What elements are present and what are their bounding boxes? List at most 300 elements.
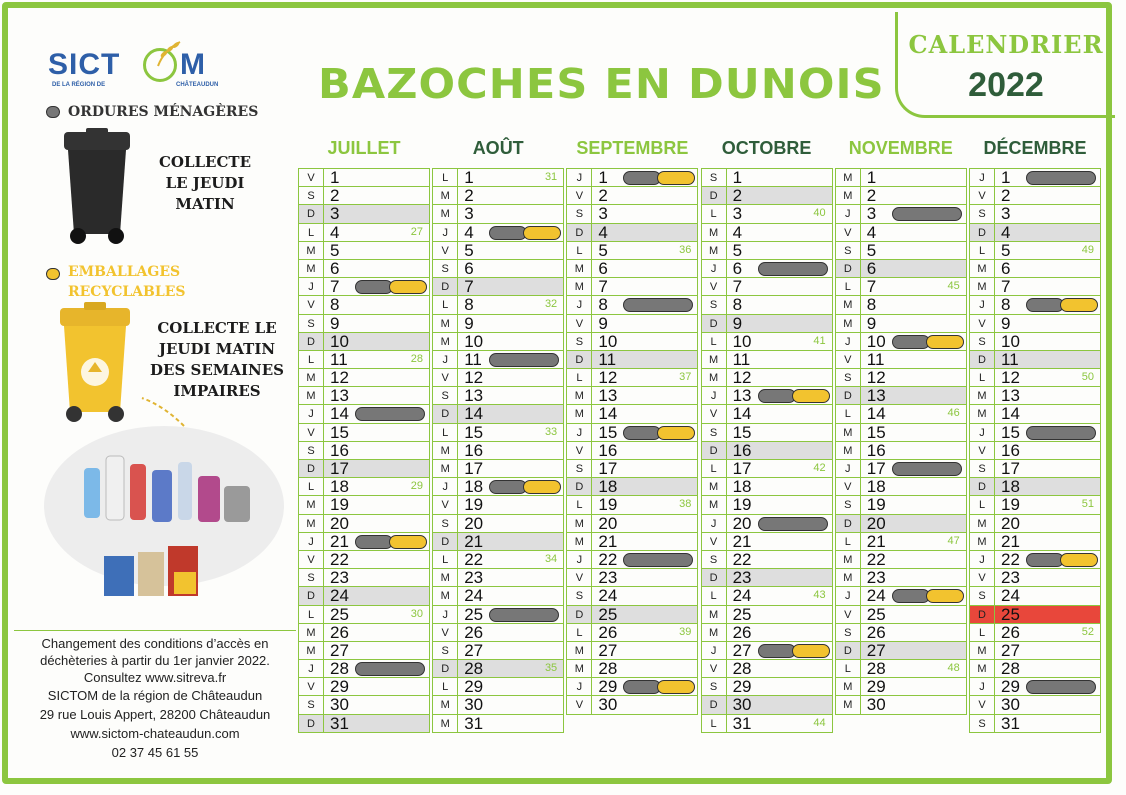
ordures-collection-marker xyxy=(1026,298,1064,312)
weekday-letter: S xyxy=(567,587,592,604)
day-row xyxy=(567,278,697,296)
month-column xyxy=(298,168,430,733)
day-row xyxy=(567,405,697,423)
day-number: 27 xyxy=(598,640,618,660)
day-row xyxy=(433,315,563,333)
weekday-letter: D xyxy=(299,205,324,222)
weekday-letter: V xyxy=(702,278,727,295)
weekday-letter: V xyxy=(970,696,995,713)
notice-link[interactable]: Consultez www.sitreva.fr xyxy=(83,670,227,685)
weekday-letter: L xyxy=(433,296,458,313)
weekday-letter: M xyxy=(433,569,458,586)
day-number: 8 xyxy=(598,295,608,315)
emballages-collect-line: IMPAIRES xyxy=(173,382,261,400)
day-row xyxy=(970,205,1100,223)
day-row xyxy=(433,405,563,423)
black-bin-icon xyxy=(58,128,136,246)
week-number: 40 xyxy=(813,207,826,220)
day-number: 14 xyxy=(732,404,752,424)
weekday-letter: L xyxy=(567,624,592,641)
emballages-collection-marker xyxy=(926,335,964,349)
day-number: 9 xyxy=(464,313,474,333)
weekday-letter: M xyxy=(433,187,458,204)
weekday-letter: M xyxy=(836,569,861,586)
wheat-icon xyxy=(152,40,186,68)
day-number: 14 xyxy=(464,404,484,424)
day-row xyxy=(836,351,966,369)
weekday-letter: M xyxy=(970,387,995,404)
weekday-letter: V xyxy=(567,569,592,586)
day-number: 28 xyxy=(598,659,618,679)
day-number: 26 xyxy=(1001,622,1020,642)
day-number: 15 xyxy=(464,422,484,442)
day-row xyxy=(970,278,1100,296)
weekday-letter: S xyxy=(970,587,995,604)
weekday-letter: L xyxy=(433,551,458,568)
day-number: 2 xyxy=(598,186,608,206)
day-number: 4 xyxy=(1001,222,1011,242)
day-number: 13 xyxy=(866,386,886,406)
day-number: 29 xyxy=(464,677,484,697)
weekday-letter: J xyxy=(433,606,458,623)
weekday-letter: M xyxy=(702,624,727,641)
day-row xyxy=(299,715,429,733)
day-number: 1 xyxy=(598,168,608,187)
weekday-letter: L xyxy=(702,460,727,477)
day-row xyxy=(970,533,1100,551)
weekday-letter: S xyxy=(970,333,995,350)
day-row xyxy=(702,405,832,423)
calendar-year-box xyxy=(895,12,1115,118)
emballages-collection-marker xyxy=(657,171,695,185)
weekday-letter: D xyxy=(836,515,861,532)
day-row xyxy=(970,387,1100,405)
day-number: 13 xyxy=(464,386,484,406)
day-number: 5 xyxy=(464,240,474,260)
weekday-letter: S xyxy=(299,442,324,459)
day-row xyxy=(702,715,832,733)
ordures-collection-marker xyxy=(355,280,393,294)
ordures-collection-marker xyxy=(355,535,393,549)
day-row xyxy=(433,460,563,478)
day-row xyxy=(433,333,563,351)
ordures-collection-marker xyxy=(892,207,962,221)
day-row xyxy=(299,551,429,569)
day-row xyxy=(970,569,1100,587)
day-number: 17 xyxy=(598,459,618,478)
day-number: 7 xyxy=(464,277,474,297)
day-row xyxy=(433,205,563,223)
day-number: 17 xyxy=(1001,459,1020,478)
day-row xyxy=(433,696,563,714)
day-row xyxy=(567,315,697,333)
day-number: 1 xyxy=(330,168,340,187)
day-number: 2 xyxy=(732,186,743,206)
day-number: 17 xyxy=(464,459,484,478)
day-row xyxy=(567,515,697,533)
weekday-letter: V xyxy=(567,442,592,459)
day-row xyxy=(702,678,832,696)
weekday-letter: V xyxy=(299,169,324,186)
weekday-letter: J xyxy=(702,260,727,277)
day-row xyxy=(836,278,966,296)
weekday-letter: M xyxy=(567,260,592,277)
day-row xyxy=(433,678,563,696)
weekday-letter: D xyxy=(567,351,592,368)
weekday-letter: L xyxy=(970,624,995,641)
weekday-letter: L xyxy=(433,424,458,441)
day-number: 22 xyxy=(1001,549,1020,569)
day-number: 9 xyxy=(866,313,877,333)
day-number: 27 xyxy=(866,640,886,660)
day-number: 6 xyxy=(732,258,743,278)
weekday-letter: V xyxy=(567,696,592,713)
day-number: 20 xyxy=(598,513,618,533)
weekday-letter: J xyxy=(702,387,727,404)
day-row xyxy=(702,242,832,260)
calendar-label: CALENDRIER xyxy=(908,30,1104,59)
week-number: 31 xyxy=(544,171,558,183)
week-number: 27 xyxy=(410,225,423,238)
weekday-letter: D xyxy=(836,387,861,404)
day-number: 4 xyxy=(598,222,608,242)
week-number: 51 xyxy=(1081,498,1094,511)
day-row xyxy=(433,224,563,242)
weekday-letter: S xyxy=(702,169,727,186)
day-row xyxy=(567,260,697,278)
week-number: 52 xyxy=(1081,625,1094,638)
day-row xyxy=(299,460,429,478)
weekday-letter: D xyxy=(702,315,727,332)
day-number: 7 xyxy=(732,277,743,297)
weekday-letter: M xyxy=(970,642,995,659)
day-number: 28 xyxy=(330,659,349,679)
day-row xyxy=(433,351,563,369)
day-number: 10 xyxy=(866,331,886,351)
weekday-letter: S xyxy=(702,296,727,313)
ordures-collection-marker xyxy=(892,589,930,603)
weekday-letter: S xyxy=(299,569,324,586)
day-row xyxy=(433,515,563,533)
day-number: 4 xyxy=(732,222,743,242)
weekday-letter: S xyxy=(433,260,458,277)
day-number: 11 xyxy=(464,349,482,369)
ordures-collection-marker xyxy=(892,462,962,476)
day-row xyxy=(567,205,697,223)
address-line: SICTOM de la région de Châteaudun xyxy=(47,688,263,703)
ordures-collection-marker xyxy=(355,407,425,421)
day-number: 20 xyxy=(330,513,349,533)
day-number: 21 xyxy=(732,531,752,551)
day-row xyxy=(836,205,966,223)
weekday-letter: D xyxy=(970,478,995,495)
day-row xyxy=(970,642,1100,660)
day-row xyxy=(702,642,832,660)
day-row xyxy=(970,496,1100,514)
day-number: 30 xyxy=(1001,695,1020,715)
day-row xyxy=(836,551,966,569)
ordures-collection-marker xyxy=(489,480,527,494)
weekday-letter: M xyxy=(836,187,861,204)
day-number: 10 xyxy=(598,331,618,351)
weekday-letter: J xyxy=(299,405,324,422)
weekday-letter: V xyxy=(299,678,324,695)
website-link[interactable]: www.sictom-chateaudun.com xyxy=(70,726,240,741)
day-number: 24 xyxy=(598,586,618,606)
weekday-letter: L xyxy=(970,369,995,386)
day-row xyxy=(567,660,697,678)
weekday-letter: D xyxy=(702,696,727,713)
weekday-letter: L xyxy=(299,478,324,495)
day-number: 2 xyxy=(330,186,340,206)
day-number: 5 xyxy=(732,240,743,260)
day-row xyxy=(970,369,1100,387)
day-row xyxy=(567,296,697,314)
day-number: 15 xyxy=(330,422,349,442)
weekday-letter: M xyxy=(836,296,861,313)
weekday-letter: D xyxy=(299,333,324,350)
day-number: 31 xyxy=(732,713,752,733)
day-row xyxy=(970,260,1100,278)
day-number: 1 xyxy=(866,168,877,187)
day-number: 7 xyxy=(1001,277,1011,297)
day-number: 17 xyxy=(330,459,349,478)
weekday-letter: L xyxy=(567,496,592,513)
ordures-collection-marker xyxy=(892,335,930,349)
day-row xyxy=(567,442,697,460)
weekday-letter: D xyxy=(836,642,861,659)
day-number: 7 xyxy=(330,277,340,297)
month-header: SEPTEMBRE xyxy=(576,138,689,158)
day-number: 20 xyxy=(866,513,886,533)
weekday-letter: D xyxy=(970,351,995,368)
day-row xyxy=(702,696,832,714)
weekday-letter: M xyxy=(567,515,592,532)
ordures-legend-dot xyxy=(46,106,60,118)
day-number: 15 xyxy=(732,422,752,442)
day-row xyxy=(702,369,832,387)
ordures-collection-marker xyxy=(623,426,661,440)
day-number: 27 xyxy=(330,640,349,660)
day-number: 12 xyxy=(866,368,886,388)
day-row xyxy=(299,442,429,460)
day-row xyxy=(836,587,966,605)
weekday-letter: S xyxy=(702,551,727,568)
weekday-letter: J xyxy=(567,678,592,695)
day-number: 28 xyxy=(464,659,484,679)
weekday-letter: D xyxy=(836,260,861,277)
sictom-logo xyxy=(48,40,238,98)
day-row xyxy=(433,642,563,660)
day-row xyxy=(970,606,1100,624)
emballages-collection-marker xyxy=(926,589,964,603)
day-number: 16 xyxy=(464,440,484,460)
weekday-letter: M xyxy=(567,387,592,404)
day-number: 25 xyxy=(330,604,349,624)
weekday-letter: M xyxy=(970,405,995,422)
weekday-letter: J xyxy=(970,424,995,441)
month-column xyxy=(969,168,1101,733)
weekday-letter: V xyxy=(970,315,995,332)
weekday-letter: M xyxy=(299,515,324,532)
weekday-letter: M xyxy=(836,678,861,695)
ordures-collection-marker xyxy=(489,608,559,622)
day-row xyxy=(567,478,697,496)
day-number: 16 xyxy=(866,440,886,460)
day-row xyxy=(702,569,832,587)
day-number: 10 xyxy=(732,331,752,351)
weekday-letter: J xyxy=(567,296,592,313)
weekday-letter: L xyxy=(702,715,727,732)
weekday-letter: V xyxy=(299,296,324,313)
day-number: 27 xyxy=(732,640,752,660)
emballages-legend-dot xyxy=(46,268,60,280)
weekday-letter: L xyxy=(299,606,324,623)
day-number: 13 xyxy=(330,386,349,406)
day-number: 20 xyxy=(1001,513,1020,533)
day-number: 22 xyxy=(464,549,484,569)
week-number: 37 xyxy=(679,371,692,384)
weekday-letter: J xyxy=(702,515,727,532)
weekday-letter: D xyxy=(702,569,727,586)
day-number: 23 xyxy=(330,568,349,588)
day-row xyxy=(836,533,966,551)
day-row xyxy=(970,187,1100,205)
day-row xyxy=(433,187,563,205)
day-row xyxy=(836,387,966,405)
info-block xyxy=(14,630,296,762)
day-row xyxy=(299,496,429,514)
day-row xyxy=(299,260,429,278)
weekday-letter: V xyxy=(702,660,727,677)
day-row xyxy=(702,333,832,351)
month-column xyxy=(835,168,967,715)
day-number: 23 xyxy=(866,568,886,588)
weekday-letter: L xyxy=(567,369,592,386)
day-number: 11 xyxy=(732,349,751,369)
weekday-letter: J xyxy=(970,169,995,186)
day-number: 12 xyxy=(1001,368,1020,388)
ordures-collection-marker xyxy=(758,517,828,531)
ordures-collect-line: LE JEUDI xyxy=(165,174,245,192)
ordures-collection-marker xyxy=(623,171,661,185)
day-number: 11 xyxy=(866,349,885,369)
day-row xyxy=(836,624,966,642)
weekday-letter: S xyxy=(702,424,727,441)
week-number: 30 xyxy=(410,607,423,620)
day-number: 8 xyxy=(330,295,340,315)
day-row xyxy=(567,424,697,442)
weekday-letter: J xyxy=(299,660,324,677)
day-number: 30 xyxy=(866,695,886,715)
weekday-letter: V xyxy=(970,442,995,459)
emballages-collection-marker xyxy=(389,280,427,294)
day-number: 1 xyxy=(1001,168,1011,187)
day-number: 19 xyxy=(1001,495,1020,515)
day-row xyxy=(970,624,1100,642)
weekday-letter: S xyxy=(299,315,324,332)
emballages-collection-marker xyxy=(523,480,561,494)
day-row xyxy=(567,333,697,351)
day-row xyxy=(970,660,1100,678)
day-row xyxy=(970,551,1100,569)
ordures-legend-label: ORDURES MÉNAGÈRES xyxy=(68,104,259,120)
day-row xyxy=(970,460,1100,478)
weekday-letter: V xyxy=(299,551,324,568)
day-number: 26 xyxy=(330,622,349,642)
day-row xyxy=(567,606,697,624)
day-number: 3 xyxy=(330,204,340,224)
weekday-letter: S xyxy=(567,460,592,477)
weekday-letter: J xyxy=(836,333,861,350)
day-number: 3 xyxy=(464,204,474,224)
weekday-letter: M xyxy=(567,405,592,422)
day-number: 15 xyxy=(598,422,618,442)
day-row xyxy=(433,424,563,442)
week-number: 41 xyxy=(813,334,826,347)
ordures-collection-marker xyxy=(489,353,559,367)
day-row xyxy=(702,442,832,460)
weekday-letter: M xyxy=(836,442,861,459)
day-row xyxy=(970,442,1100,460)
ordures-collection-marker xyxy=(623,680,661,694)
day-row xyxy=(299,515,429,533)
day-number: 27 xyxy=(464,640,484,660)
day-number: 10 xyxy=(330,331,349,351)
weekday-letter: M xyxy=(702,351,727,368)
week-number: 45 xyxy=(947,280,960,293)
day-row xyxy=(836,224,966,242)
week-number: 46 xyxy=(947,407,960,420)
weekday-letter: S xyxy=(567,205,592,222)
day-number: 29 xyxy=(732,677,752,697)
day-row xyxy=(299,606,429,624)
weekday-letter: M xyxy=(836,424,861,441)
weekday-letter: L xyxy=(299,351,324,368)
ordures-collection-marker xyxy=(1026,680,1096,694)
day-row xyxy=(970,424,1100,442)
week-number: 38 xyxy=(679,498,692,511)
day-number: 25 xyxy=(598,604,618,624)
day-number: 2 xyxy=(464,186,474,206)
day-row xyxy=(836,642,966,660)
weekday-letter: J xyxy=(433,224,458,241)
weekday-letter: S xyxy=(702,678,727,695)
weekday-letter: J xyxy=(567,424,592,441)
weekday-letter: M xyxy=(702,606,727,623)
weekday-letter: M xyxy=(299,369,324,386)
day-number: 20 xyxy=(464,513,484,533)
day-number: 12 xyxy=(598,368,618,388)
day-number: 21 xyxy=(866,531,886,551)
day-row xyxy=(299,333,429,351)
day-number: 31 xyxy=(1001,713,1020,733)
day-number: 4 xyxy=(464,222,474,242)
weekday-letter: M xyxy=(836,551,861,568)
logo-word: SICT xyxy=(48,48,121,81)
week-number: 44 xyxy=(813,716,826,729)
day-row xyxy=(970,315,1100,333)
day-row xyxy=(702,660,832,678)
weekday-letter: S xyxy=(433,515,458,532)
weekday-letter: V xyxy=(836,606,861,623)
weekday-letter: M xyxy=(433,460,458,477)
weekday-letter: D xyxy=(702,442,727,459)
week-number: 49 xyxy=(1081,243,1094,256)
day-number: 9 xyxy=(330,313,340,333)
day-row xyxy=(433,606,563,624)
weekday-letter: S xyxy=(836,496,861,513)
